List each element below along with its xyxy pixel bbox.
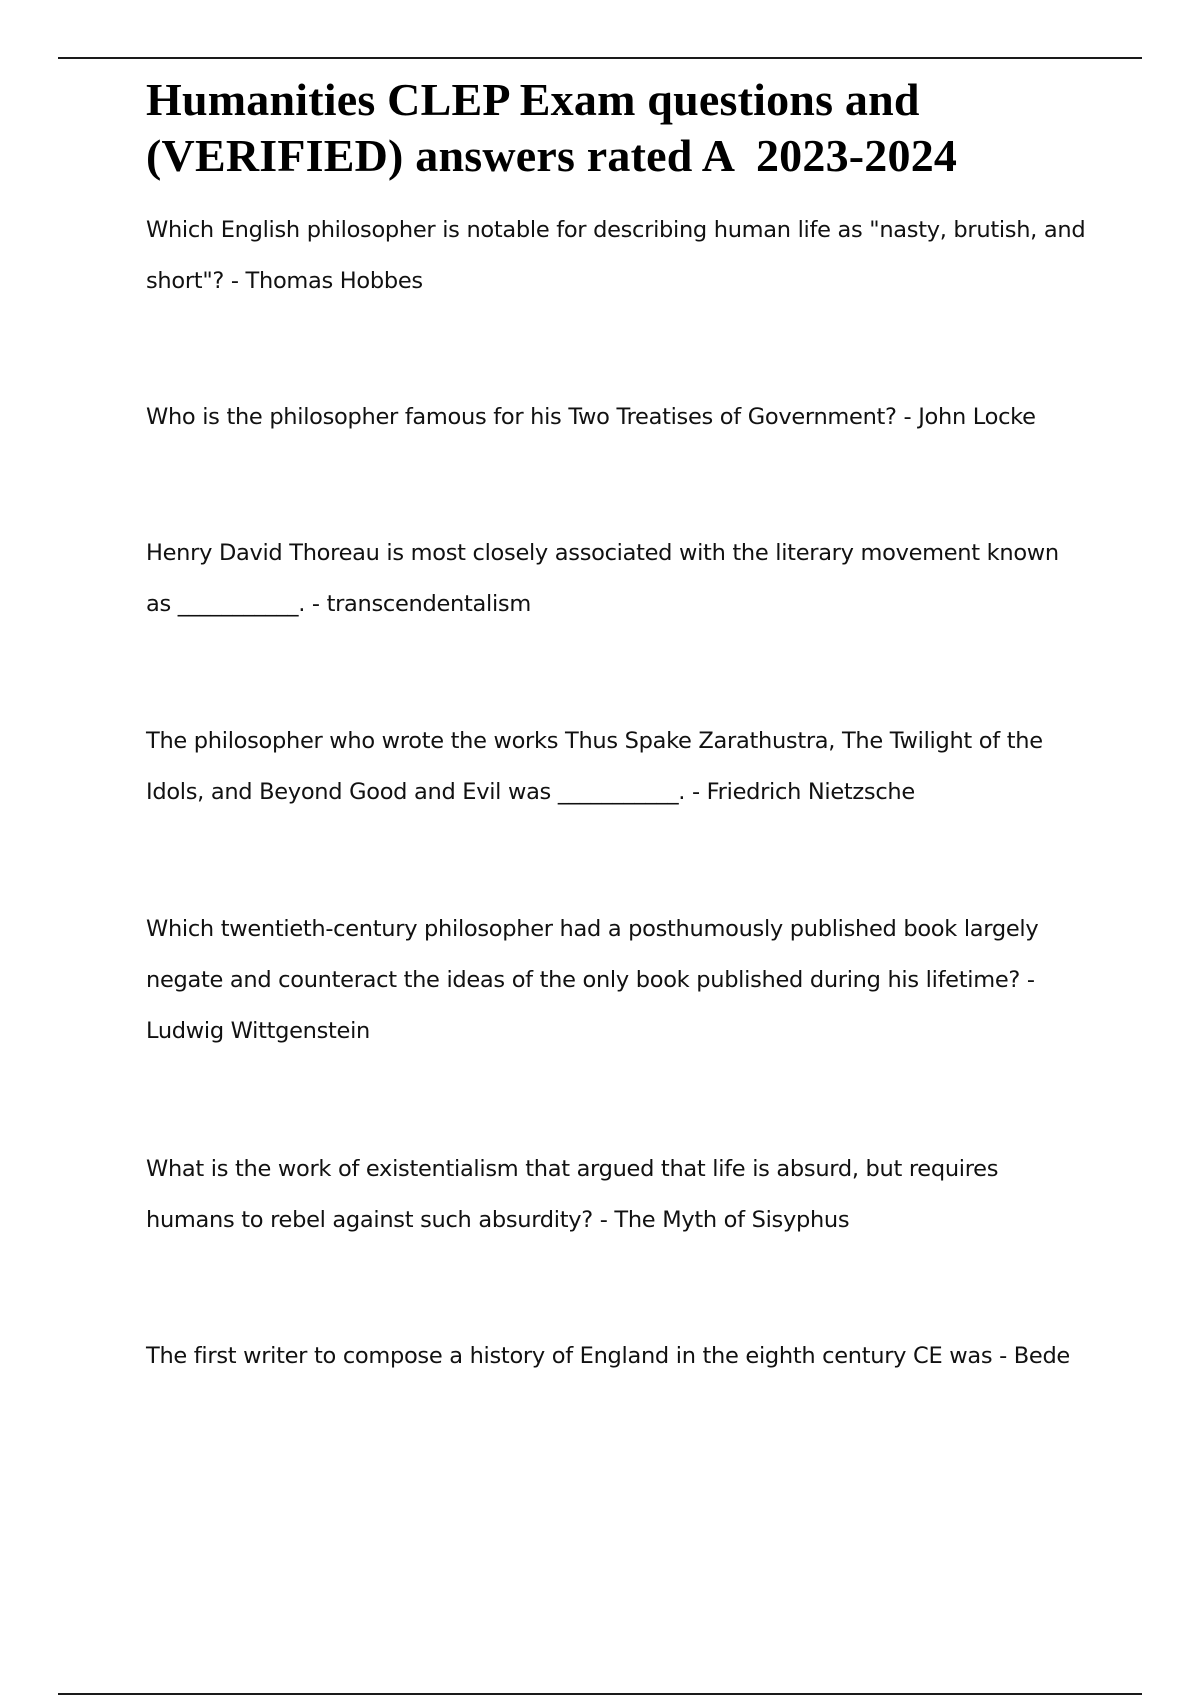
qa-item-2: Who is the philosopher famous for his Two Treatises of Government? - John Locke xyxy=(146,404,1036,430)
qa-item-3: Henry David Thoreau is most closely associated with the literary movement known as ___________. - transcendentalism xyxy=(146,540,1059,617)
qa-item-5: Which twentieth-century philosopher had a posthumously published book largely negate and counteract the ideas of the only book published during his lifetime? - Ludwig Wittgenstein xyxy=(146,916,1039,1044)
qa-item-1: Which English philosopher is notable for describing human life as "nasty, brutish, and short"? - Thomas Hobbes xyxy=(146,217,1086,294)
document-title: Humanities CLEP Exam questions and (VERIFIED) answers rated A 2023-2024 xyxy=(146,74,958,181)
top-rule xyxy=(58,57,1142,59)
qa-item-6: What is the work of existentialism that argued that life is absurd, but requires humans to rebel against such absurdity? - The Myth of Sisyphus xyxy=(146,1156,999,1233)
qa-item-7: The first writer to compose a history of England in the eighth century CE was - Bede xyxy=(146,1343,1070,1369)
bottom-rule xyxy=(58,1693,1142,1695)
qa-item-4: The philosopher who wrote the works Thus Spake Zarathustra, The Twilight of the Idols, and Beyond Good and Evil was ___________. - Friedrich Nietzsche xyxy=(146,728,1043,805)
